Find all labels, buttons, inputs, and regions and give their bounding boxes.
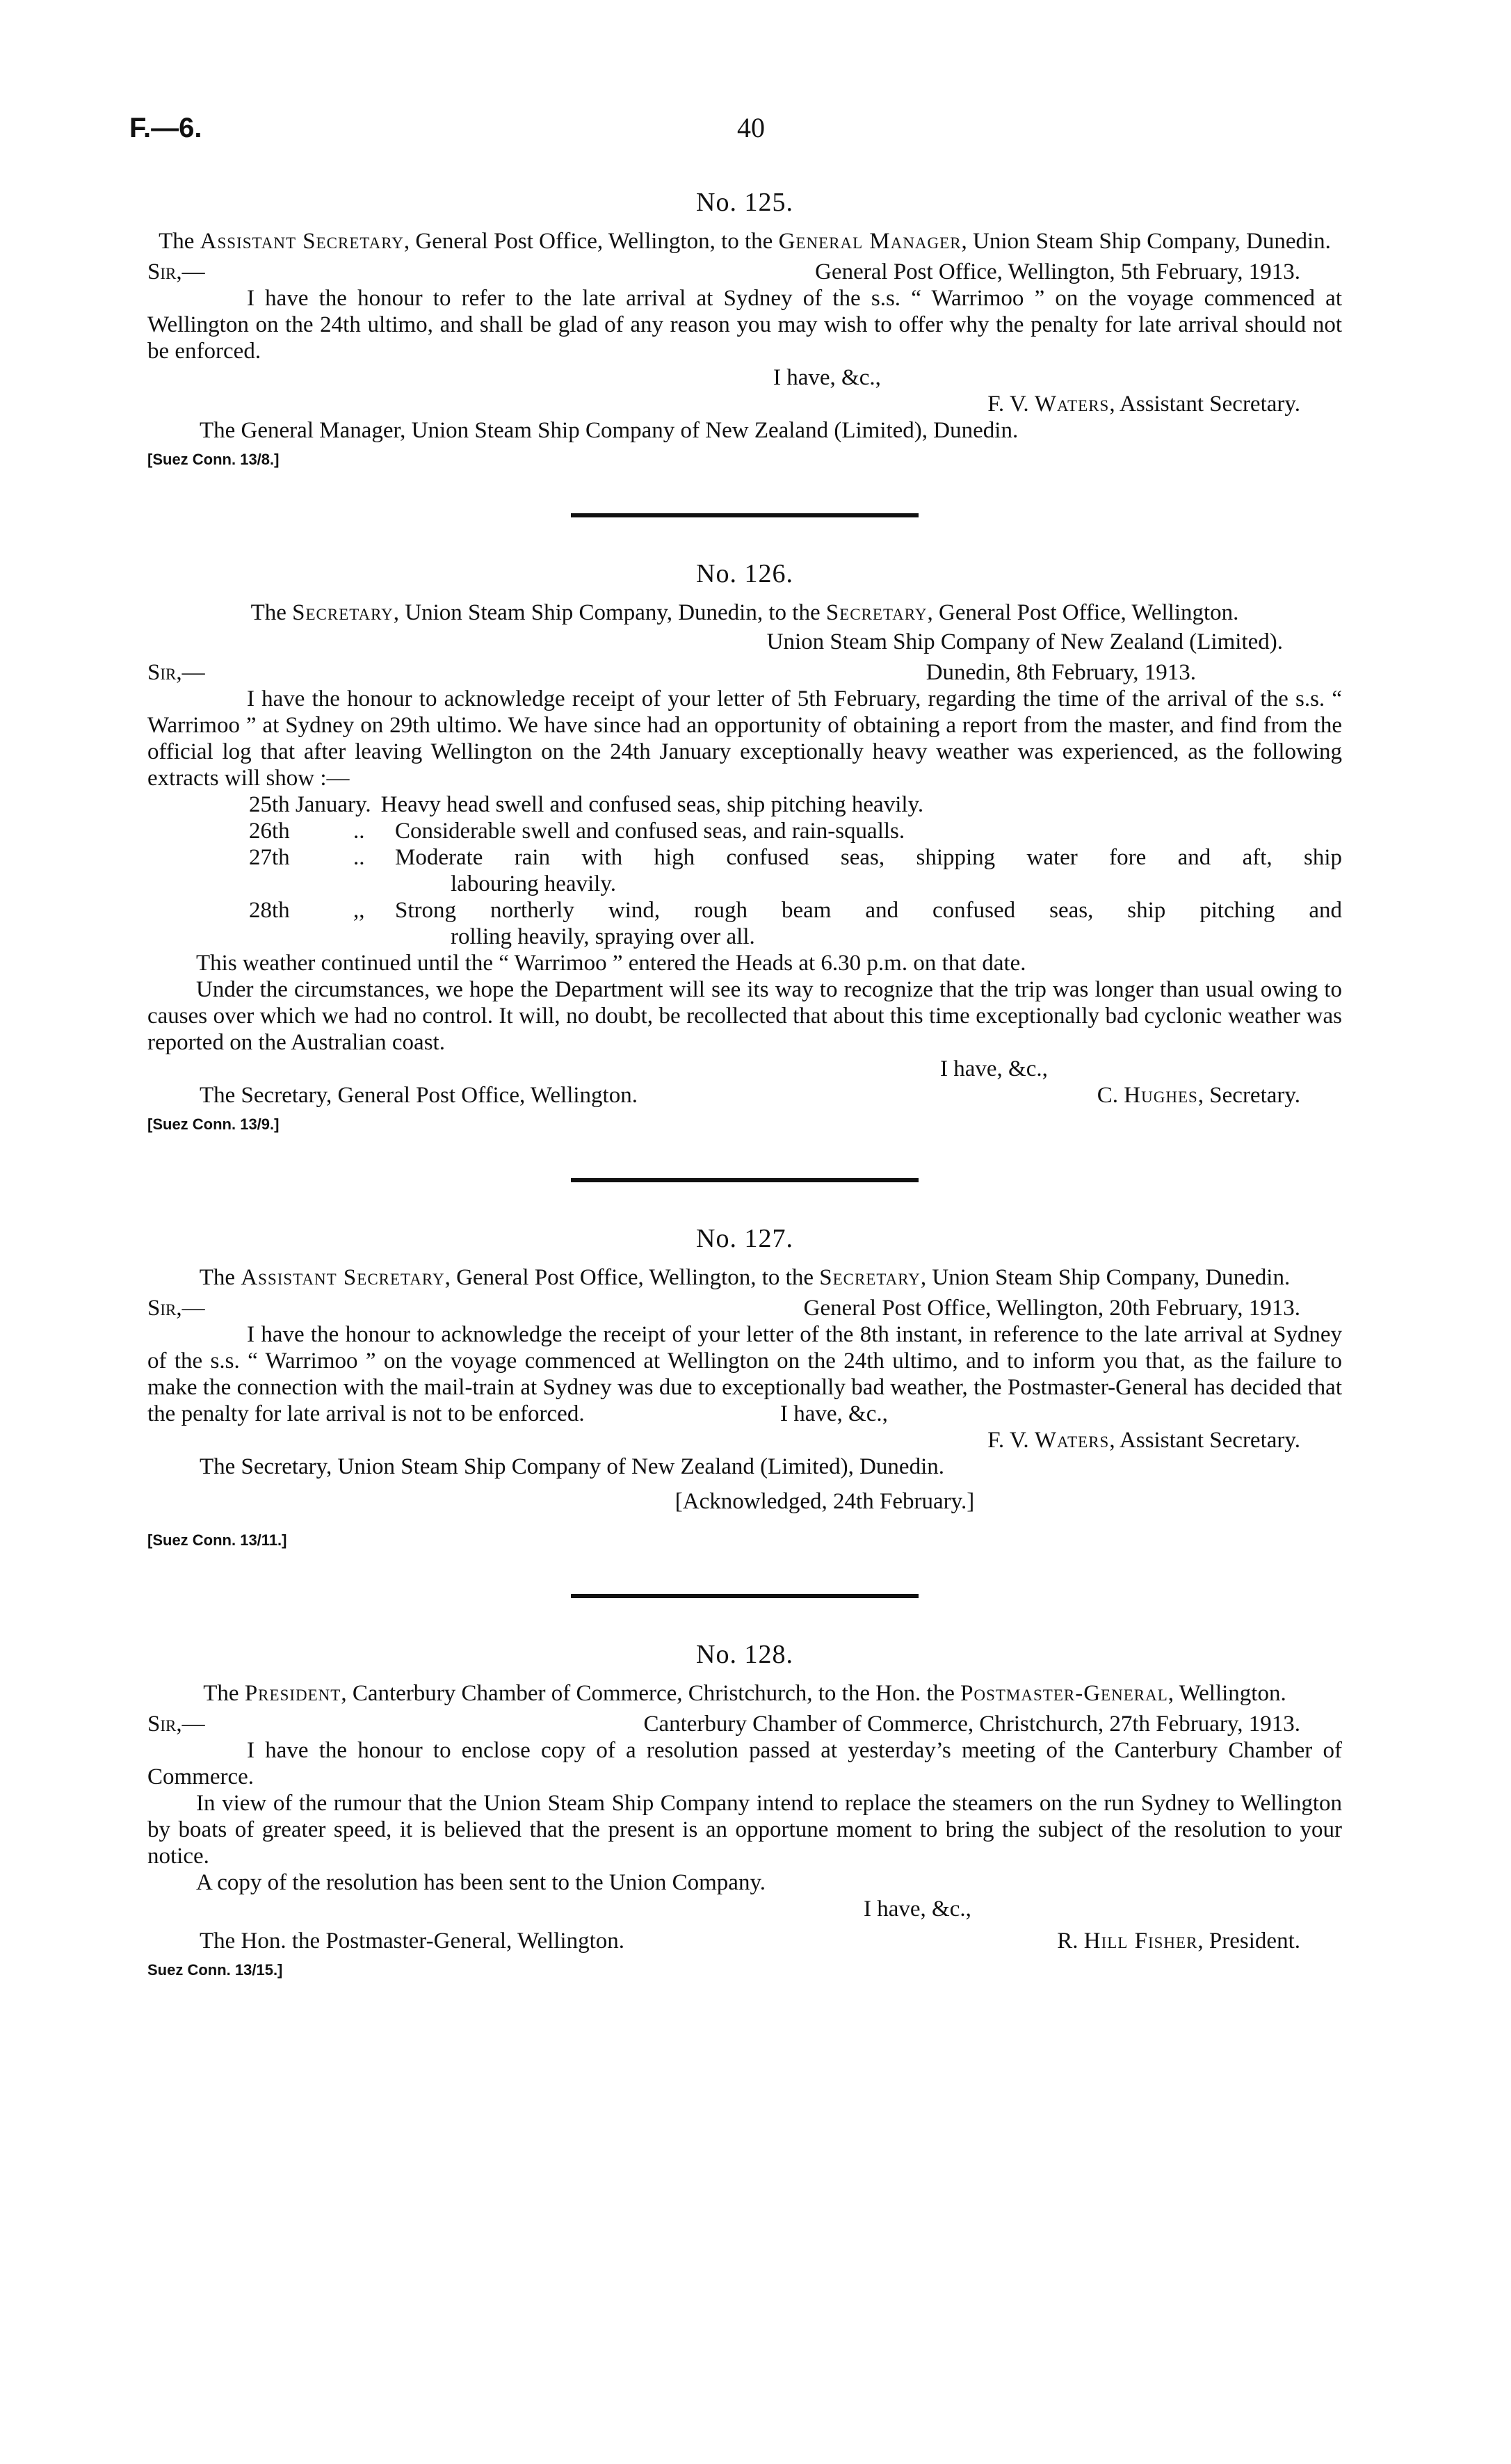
letter-address: The Secretary, Union Steam Ship Company, Dunedin, to the Secretary, General Post Office, Wellington. — [250, 600, 1239, 625]
file-reference: Suez Conn. 13/15.] — [147, 1961, 283, 1979]
closing: I have, &c., — [780, 1401, 888, 1426]
letter-126 — [147, 561, 1342, 1138]
letter-body: Under the circumstances, we hope the Department will see its way to recognize that the trip was longer than usual owing to causes over which we had no control. It will, no doubt, be recollected that about this time exceptionally bad cyclonic weather was reported on the Australian coast. — [147, 977, 1342, 1055]
log-text: Heavy head swell and confused seas, ship pitching heavily. — [380, 792, 924, 817]
letterhead: Union Steam Ship Company of New Zealand (Limited). — [766, 629, 1283, 654]
salutation-line — [147, 259, 1342, 285]
letter-body: A copy of the resolution has been sent to the Union Company. — [196, 1870, 766, 1895]
letter-body: In view of the rumour that the Union Steam Ship Company intend to replace the steamers on the run Sydney to Wellington by boats of greater speed, it is believed that the present is an opportune moment to bring the subject of the resolution to your notice. — [147, 1791, 1342, 1869]
salutation-line — [147, 659, 1342, 686]
recipient-signature-line — [147, 1082, 1342, 1109]
place-date: Dunedin, 8th February, 1913. — [926, 660, 1196, 685]
ditto-mark: .. — [353, 845, 365, 870]
letter-body: I have the honour to acknowledge receipt of your letter of 5th February, regarding the time of the arrival of the s.s. “ Warrimoo ” at Sydney on 29th ultimo. We have since had an opportunity of obtaining a report from the master, and find from the official log that after leaving Wellington on the 24th January exceptionally heavy weather was experienced, as the following extracts will show :— — [147, 686, 1342, 791]
letter-body: I have the honour to enclose copy of a resolution passed at yesterday’s meeting of the Canterbury Chamber of Commerce. — [147, 1738, 1342, 1789]
log-date: 27th — [249, 845, 290, 870]
ditto-mark: .. — [353, 819, 365, 844]
letter-127 — [147, 1225, 1342, 1554]
recipient: The General Manager, Union Steam Ship Company of New Zealand (Limited), Dunedin. — [200, 418, 1019, 443]
log-extract-row — [147, 818, 1342, 844]
recipient-signature-line — [147, 1928, 1342, 1954]
recipient: The Hon. the Postmaster-General, Wellington. — [200, 1928, 625, 1954]
log-text: Strong northerly wind, rough beam and confused seas, ship pitching and rolling heavily, spraying over all. — [395, 898, 1342, 949]
closing: I have, &c., — [773, 365, 881, 390]
salutation: Sir,— — [147, 1296, 205, 1321]
log-date: 28th — [249, 898, 290, 923]
recipient: The Secretary, Union Steam Ship Company of New Zealand (Limited), Dunedin. — [200, 1454, 945, 1479]
section-divider — [571, 1178, 919, 1182]
acknowledgement-note: [Acknowledged, 24th February.] — [674, 1489, 975, 1514]
file-reference: [Suez Conn. 13/9.] — [147, 1116, 280, 1133]
salutation-line — [147, 1295, 1342, 1321]
letter-address: The Assistant Secretary, General Post Office, Wellington, to the General Manager, Union Steam Ship Company, Dunedin. — [159, 229, 1331, 254]
signature: R. Hill Fisher, President. — [1057, 1928, 1300, 1954]
log-text: Considerable swell and confused seas, and rain-squalls. — [395, 819, 905, 844]
document-body — [147, 174, 1342, 1983]
file-reference: [Suez Conn. 13/11.] — [147, 1531, 287, 1549]
paper-reference: F.—6. — [129, 113, 202, 143]
page-number: 40 — [737, 112, 765, 143]
letter-125 — [147, 189, 1342, 473]
section-divider — [571, 513, 919, 517]
page-header — [0, 112, 1511, 156]
letter-number: No. 126. — [696, 559, 793, 588]
section-divider — [571, 1594, 919, 1598]
salutation: Sir,— — [147, 259, 205, 284]
salutation-line — [147, 1711, 1342, 1737]
closing: I have, &c., — [864, 1897, 971, 1922]
letter-number: No. 128. — [696, 1640, 793, 1669]
place-date: Canterbury Chamber of Commerce, Christchurch, 27th February, 1913. — [643, 1712, 1300, 1737]
letter-body: I have the honour to acknowledge the receipt of your letter of the 8th instant, in reference to the late arrival at Sydney of the s.s. “ Warrimoo ” on the voyage commenced at Wellington on the 24th ultimo, and to inform you that, as the failure to make the connection with the mail-train at Sydney was due to exceptionally bad weather, the Postmaster-General has decided that the penalty for late arrival is not to be enforced. — [147, 1322, 1342, 1426]
log-date: 25th January. — [249, 792, 371, 817]
log-extract-row — [147, 897, 1342, 950]
letter-number: No. 127. — [696, 1224, 793, 1253]
letter-body: I have the honour to refer to the late arrival at Sydney of the s.s. “ Warrimoo ” on the voyage commenced at Wellington on the 24th ultimo, and shall be glad of any reason you may wish to offer why the penalty for late arrival should not be enforced. — [147, 286, 1342, 364]
place-date: General Post Office, Wellington, 5th February, 1913. — [815, 259, 1300, 284]
letter-address: The President, Canterbury Chamber of Commerce, Christchurch, to the Hon. the Postmaster-General, Wellington. — [203, 1681, 1286, 1706]
signature: F. V. Waters, Assistant Secretary. — [987, 1428, 1300, 1453]
letter-128 — [147, 1641, 1342, 1983]
recipient: The Secretary, General Post Office, Wellington. — [200, 1083, 638, 1108]
signature: F. V. Waters, Assistant Secretary. — [987, 392, 1300, 417]
log-extract-row — [147, 844, 1342, 897]
place-date: General Post Office, Wellington, 20th February, 1913. — [803, 1296, 1300, 1321]
log-date: 26th — [249, 819, 290, 844]
file-reference: [Suez Conn. 13/8.] — [147, 451, 280, 468]
letter-number: No. 125. — [696, 188, 793, 217]
log-extract-row — [147, 791, 1342, 818]
salutation: Sir,— — [147, 1712, 205, 1737]
closing: I have, &c., — [940, 1056, 1048, 1081]
signature: C. Hughes, Secretary. — [1097, 1083, 1300, 1108]
salutation: Sir,— — [147, 660, 205, 685]
letter-body: This weather continued until the “ Warrimoo ” entered the Heads at 6.30 p.m. on that date. — [196, 951, 1026, 976]
letter-address: The Assistant Secretary, General Post Office, Wellington, to the Secretary, Union Steam Ship Company, Dunedin. — [199, 1265, 1291, 1290]
log-text: Moderate rain with high confused seas, shipping water fore and aft, ship labouring heavily. — [395, 845, 1342, 896]
ditto-mark: ,, — [353, 898, 365, 923]
